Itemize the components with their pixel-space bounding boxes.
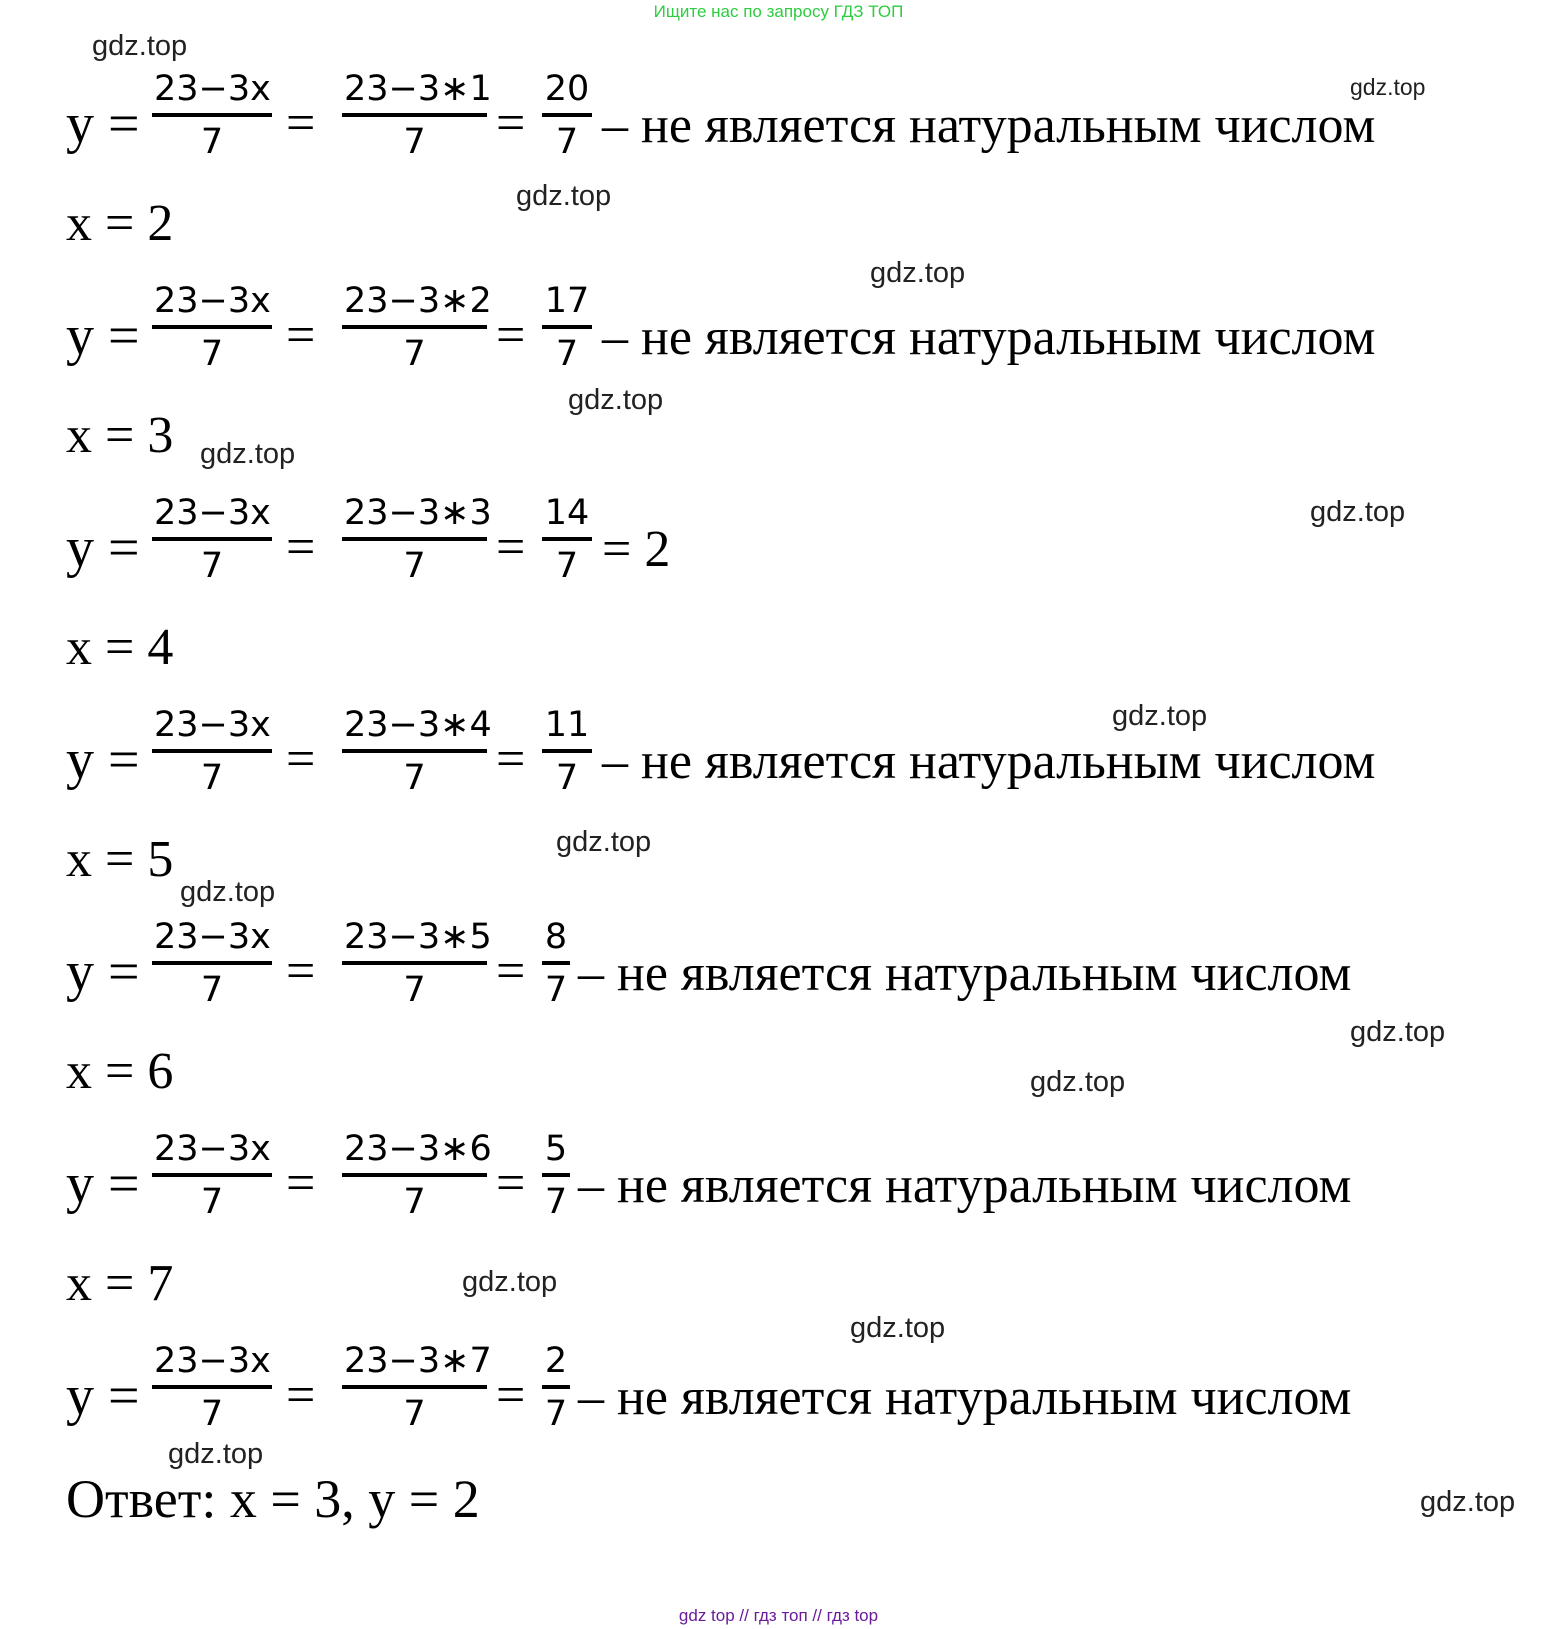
watermark: gdz.top: [462, 1266, 558, 1298]
watermark: gdz.top: [1030, 1066, 1126, 1098]
numerator: 2: [544, 1341, 568, 1381]
numerator: 23−3∗5: [344, 917, 492, 957]
fraction-result: [542, 281, 592, 374]
fraction-substituted: [342, 917, 492, 1010]
numerator: 23−3x: [154, 917, 271, 957]
fraction-substituted: [342, 1341, 492, 1434]
denominator: 7: [200, 546, 224, 586]
numerator: 5: [544, 1129, 568, 1169]
numerator: 23−3∗4: [344, 705, 492, 745]
conclusion-text: – не является натуральным числом: [578, 1369, 1352, 1426]
watermark: gdz.top: [180, 876, 276, 908]
fraction-general: [152, 281, 272, 374]
fraction-substituted: [342, 1129, 492, 1222]
denominator: 7: [555, 122, 579, 162]
x-value-line: x = 5: [66, 831, 174, 888]
equation-row-6: [66, 1126, 1546, 1246]
watermark: gdz.top: [200, 438, 296, 470]
x-value-line: x = 4: [66, 619, 174, 676]
numerator: 23−3∗6: [344, 1129, 492, 1169]
numerator: 23−3x: [154, 281, 271, 321]
denominator: 7: [200, 1394, 224, 1434]
watermark: gdz.top: [850, 1312, 946, 1344]
x-value-line: x = 3: [66, 407, 174, 464]
conclusion-text: – не является натуральным числом: [578, 945, 1352, 1002]
numerator: 23−3x: [154, 69, 271, 109]
equals-sign: =: [286, 1155, 316, 1212]
y-label: y =: [66, 1153, 140, 1215]
fraction-result: [542, 1129, 570, 1222]
denominator: 7: [555, 546, 579, 586]
equals-sign: =: [496, 95, 526, 152]
watermark: gdz.top: [1420, 1486, 1516, 1518]
equals-sign: =: [286, 943, 316, 1000]
watermark: gdz.top: [556, 826, 652, 858]
x-value-line: x = 6: [66, 1043, 174, 1100]
denominator: 7: [403, 1182, 426, 1222]
equals-sign: =: [286, 731, 316, 788]
equals-sign: =: [496, 307, 526, 364]
watermark: gdz.top: [516, 180, 612, 212]
watermark: gdz.top: [870, 257, 966, 289]
fraction-substituted: [342, 705, 492, 798]
conclusion-text: – не является натуральным числом: [602, 733, 1376, 790]
answer-line: Ответ: x = 3, y = 2: [66, 1469, 480, 1529]
denominator: 7: [200, 122, 224, 162]
top-banner: Ищите нас по запросу ГДЗ ТОП: [653, 2, 904, 21]
equals-sign: =: [286, 519, 316, 576]
denominator: 7: [200, 970, 224, 1010]
fraction-result: [542, 69, 592, 162]
denominator: 7: [555, 334, 579, 374]
footer-links: gdz top // гдз топ // гдз top: [678, 1606, 879, 1625]
denominator: 7: [200, 334, 224, 374]
y-label: y =: [66, 517, 140, 579]
watermark: gdz.top: [168, 1438, 264, 1470]
equals-sign: =: [496, 1367, 526, 1424]
equals-sign: =: [286, 307, 316, 364]
equals-sign: =: [286, 1367, 316, 1424]
denominator: 7: [403, 546, 426, 586]
watermark: gdz.top: [1112, 700, 1208, 732]
denominator: 7: [200, 1182, 224, 1222]
equation-row-1: [66, 66, 1546, 186]
equation-row-4: [66, 702, 1546, 822]
x-value-line: x = 2: [66, 195, 174, 252]
conclusion-text: – не является натуральным числом: [578, 1157, 1352, 1214]
numerator: 23−3x: [154, 1341, 271, 1381]
denominator: 7: [403, 334, 426, 374]
equation-row-7: [66, 1338, 1546, 1458]
denominator: 7: [403, 122, 426, 162]
fraction-general: [152, 493, 272, 586]
denominator: 7: [403, 970, 426, 1010]
numerator: 23−3∗3: [344, 493, 492, 533]
numerator: 23−3x: [154, 1129, 271, 1169]
fraction-result: [542, 917, 570, 1010]
numerator: 23−3∗2: [344, 281, 492, 321]
denominator: 7: [544, 1394, 568, 1434]
fraction-result: [542, 1341, 570, 1434]
fraction-general: [152, 705, 272, 798]
numerator: 20: [544, 69, 590, 109]
fraction-substituted: [342, 493, 492, 586]
equals-sign: =: [496, 943, 526, 1000]
equation-row-5: [66, 914, 1546, 1034]
fraction-general: [152, 917, 272, 1010]
fraction-result: [542, 705, 592, 798]
watermark: gdz.top: [1310, 496, 1406, 528]
denominator: 7: [555, 758, 579, 798]
watermark: gdz.top: [1350, 1016, 1446, 1048]
y-label: y =: [66, 941, 140, 1003]
watermark: gdz.top: [568, 384, 664, 416]
y-label: y =: [66, 1365, 140, 1427]
y-label: y =: [66, 729, 140, 791]
fraction-substituted: [342, 281, 492, 374]
numerator: 23−3∗7: [344, 1341, 492, 1381]
equals-sign: =: [496, 1155, 526, 1212]
equals-sign: =: [496, 519, 526, 576]
numerator: 17: [544, 281, 590, 321]
watermark: gdz.top: [1350, 74, 1426, 100]
numerator: 11: [544, 705, 590, 745]
y-label: y =: [66, 305, 140, 367]
equals-sign: =: [286, 95, 316, 152]
conclusion-text: – не является натуральным числом: [602, 97, 1376, 154]
conclusion-text: – не является натуральным числом: [602, 309, 1376, 366]
numerator: 14: [544, 493, 590, 533]
fraction-substituted: [342, 69, 492, 162]
fraction-result: [542, 493, 592, 586]
numerator: 8: [544, 917, 568, 957]
fraction-general: [152, 69, 272, 162]
x-value-line: x = 7: [66, 1255, 174, 1312]
numerator: 23−3x: [154, 705, 271, 745]
numerator: 23−3x: [154, 493, 271, 533]
denominator: 7: [544, 1182, 568, 1222]
watermark: gdz.top: [92, 30, 188, 62]
numerator: 23−3∗1: [344, 69, 492, 109]
denominator: 7: [403, 758, 426, 798]
equation-row-2: [66, 278, 1546, 398]
equals-sign: =: [496, 731, 526, 788]
result-value: = 2: [602, 521, 671, 578]
y-label: y =: [66, 93, 140, 155]
denominator: 7: [200, 758, 224, 798]
denominator: 7: [544, 970, 568, 1010]
fraction-general: [152, 1341, 272, 1434]
denominator: 7: [403, 1394, 426, 1434]
fraction-general: [152, 1129, 272, 1222]
